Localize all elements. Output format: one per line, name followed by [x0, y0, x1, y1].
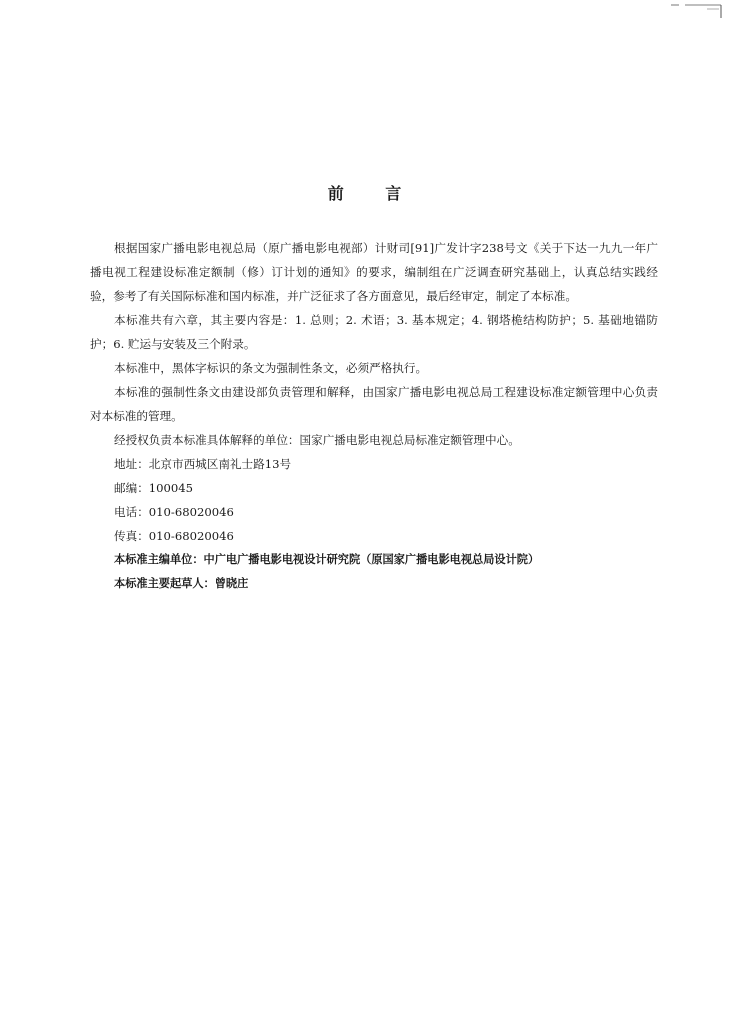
contact-postcode: 邮编：100045 [114, 481, 194, 495]
contact-phone: 电话：010-68020046 [114, 505, 234, 519]
contact-fax: 传真：010-68020046 [114, 529, 234, 543]
paragraph-basis: 根据国家广播电影电视总局（原广播电影电视部）计财司[91]广发计字238号文《关于下达一九九一年广播电视工程建设标准定额制（修）订计划的通知》的要求，编制组在广泛调查研究基础上，认真总结实践经验，参考了有关国际标准和国内标准，并广泛征求了各方面意见，最后经审定，制定了本标准。 [90, 241, 658, 303]
chief-editing-unit: 本标准主编单位：中广电广播电影电视设计研究院（原国家广播电影电视总局设计院） [114, 553, 540, 566]
paragraph-mandatory: 本标准中，黑体字标识的条文为强制性条文，必须严格执行。 [114, 361, 428, 375]
paragraph-management: 本标准的强制性条文由建设部负责管理和解释，由国家广播电影电视总局工程建设标准定额管理中心负责对本标准的管理。 [90, 385, 658, 423]
paragraph-contents: 本标准共有六章，其主要内容是：1. 总则；2. 术语；3. 基本规定；4. 钢塔桅结构防护；5. 基础地锚防护；6. 贮运与安装及三个附录。 [90, 313, 658, 351]
scan-corner-mark [671, 3, 723, 19]
contact-address: 地址：北京市西城区南礼士路13号 [114, 457, 292, 471]
explainer-unit: 经授权负责本标准具体解释的单位：国家广播电影电视总局标准定额管理中心。 [114, 433, 520, 447]
preface-body [90, 236, 658, 596]
page-title: 前 言 [327, 184, 420, 203]
chief-drafter: 本标准主要起草人：曾晓庄 [114, 577, 249, 590]
